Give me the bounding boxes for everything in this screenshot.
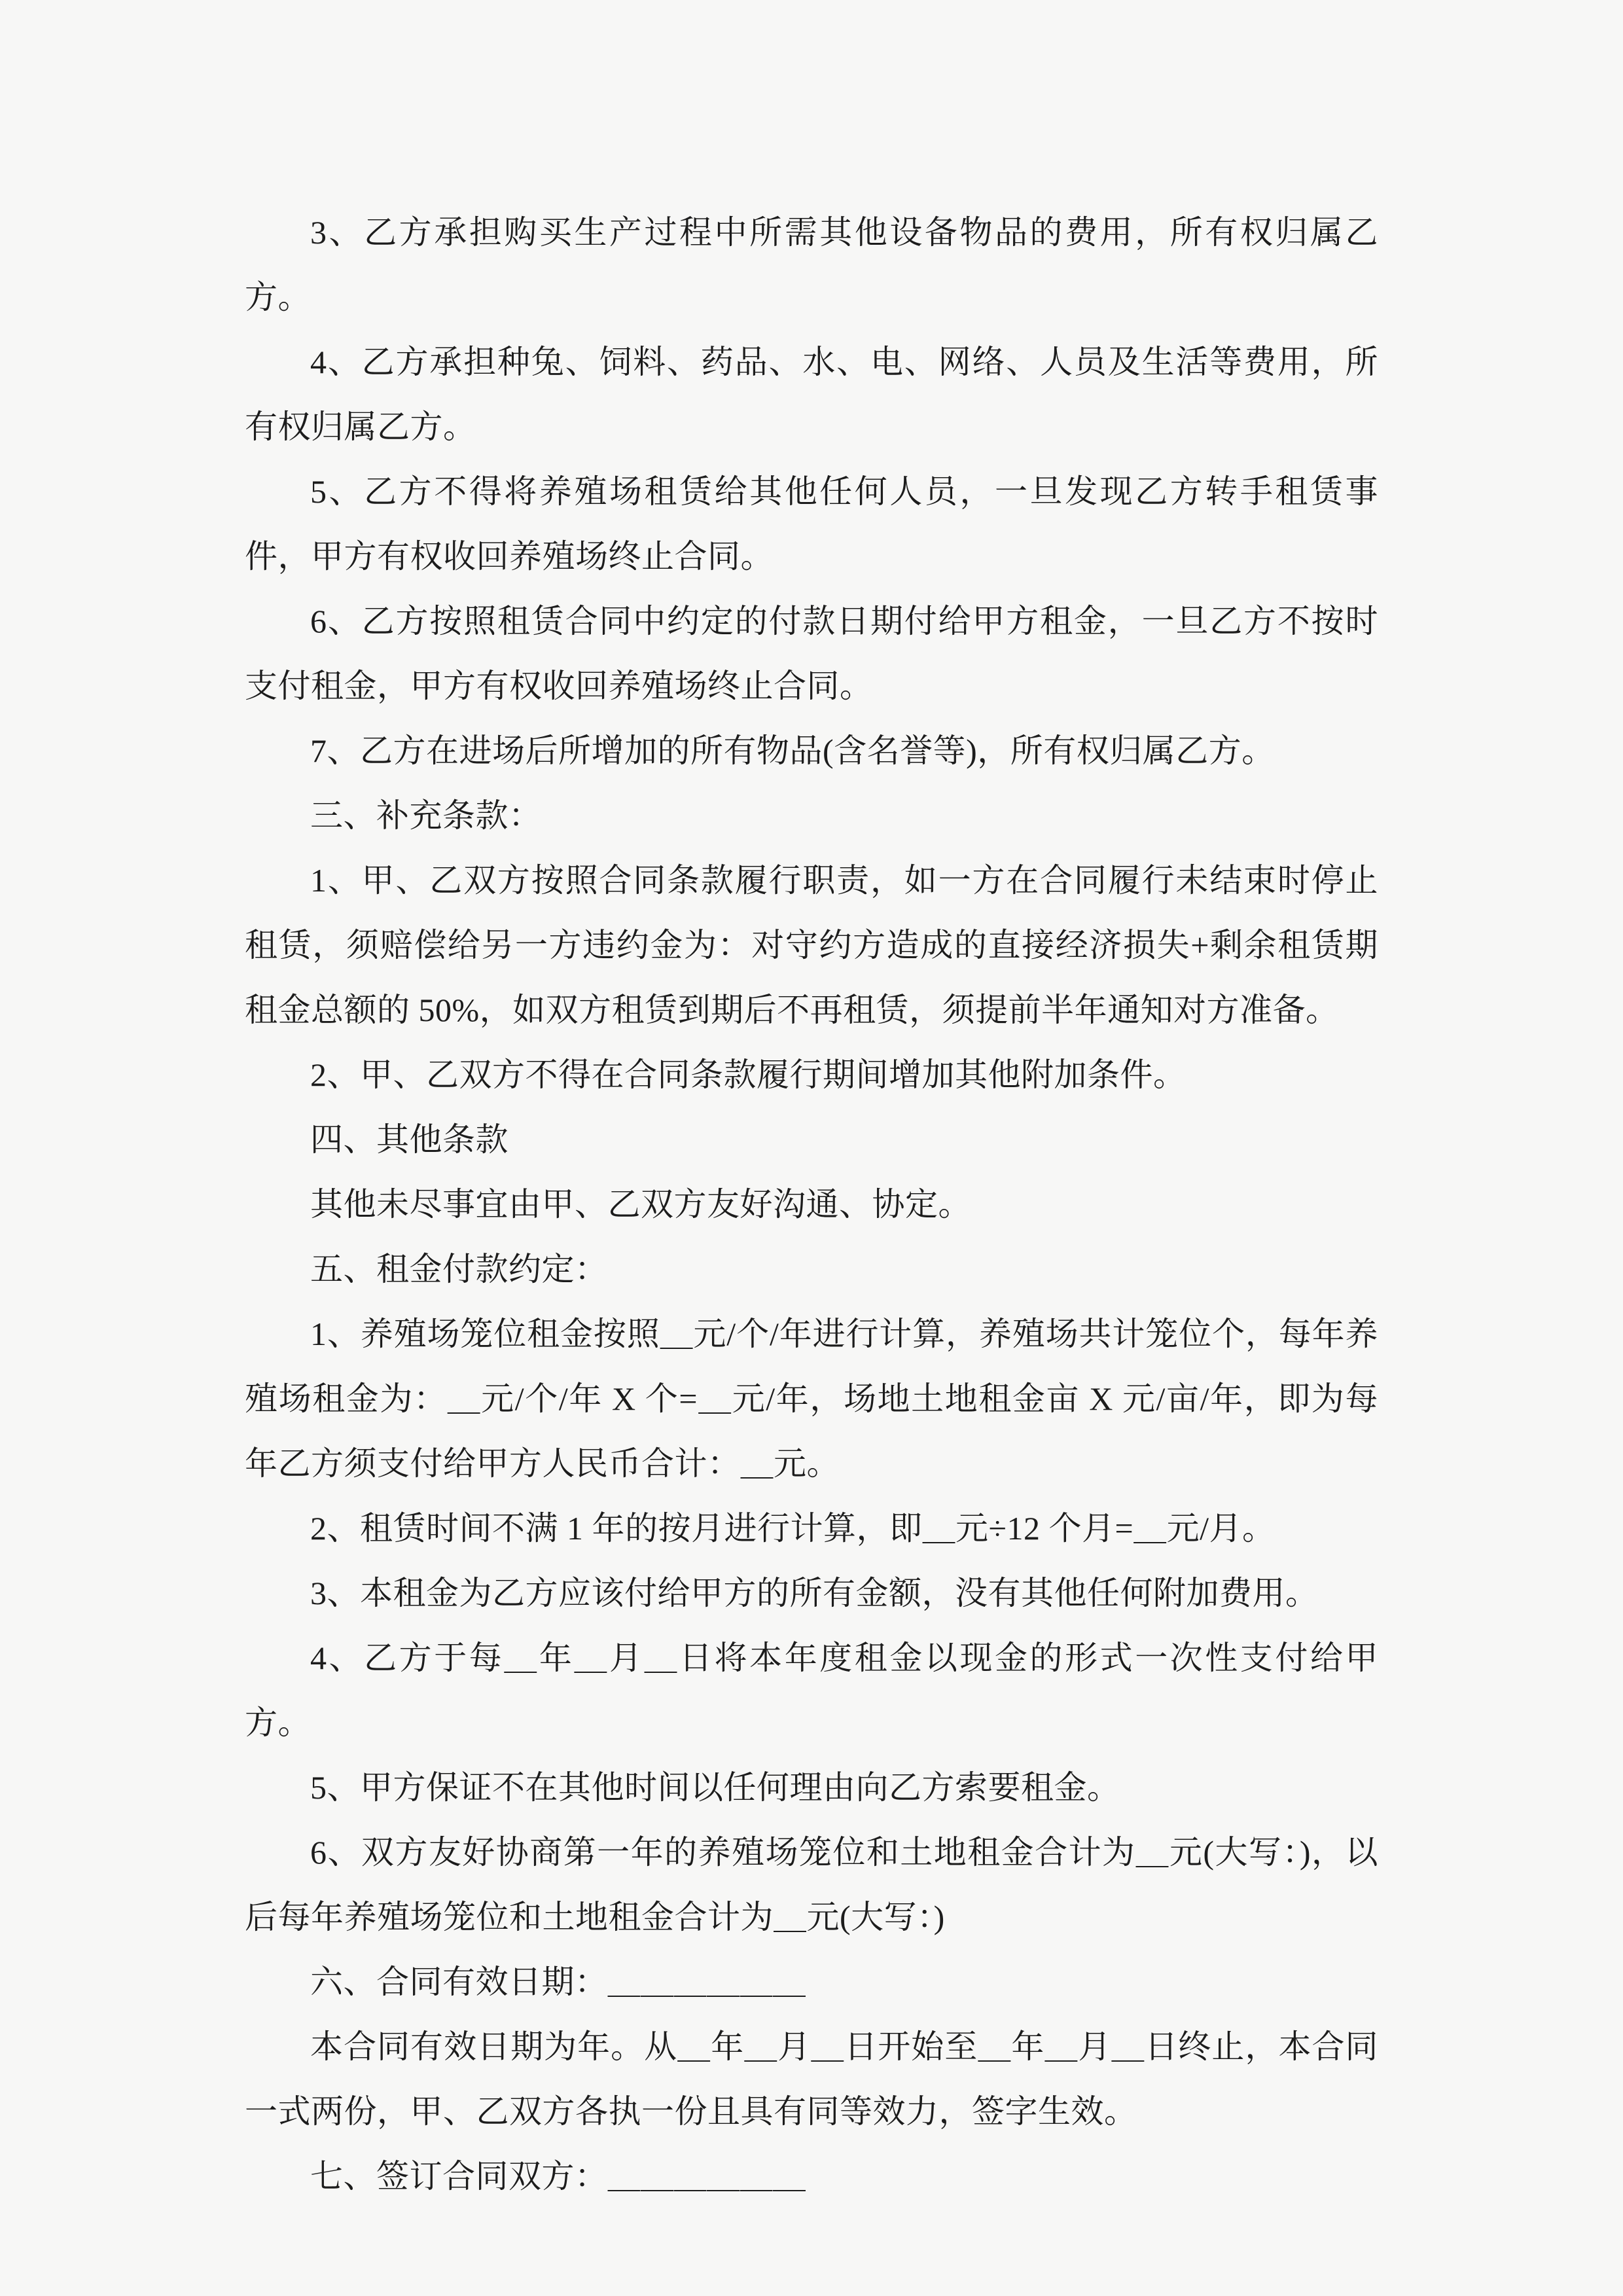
contract-clause: 4、乙方于每＿年＿月＿日将本年度租金以现金的形式一次性支付给甲方。 [245,1640,1378,1741]
section-heading: 七、签订合同双方：＿＿＿＿＿＿ [310,2158,806,2195]
contract-clause: 3、乙方承担购买生产过程中所需其他设备物品的费用，所有权归属乙方。 [245,214,1378,315]
contract-text: 其他未尽事宜由甲、乙双方友好沟通、协定。 [310,1186,971,1223]
section-heading: 三、补充条款： [310,797,542,834]
section-heading: 五、租金付款约定： [310,1251,608,1287]
contract-clause: 1、养殖场笼位租金按照＿元/个/年进行计算，养殖场共计笼位个，每年养殖场租金为：＿元/个/年 X 个=＿元/年，场地土地租金亩 X 元/亩/年，即为每年乙方须支付给甲方人民币合计：＿元。 [245,1316,1378,1482]
contract-clause: 6、乙方按照租赁合同中约定的付款日期付给甲方租金，一旦乙方不按时支付租金，甲方有权收回养殖场终止合同。 [245,603,1378,704]
section-heading: 四、其他条款 [310,1121,508,1158]
contract-clause: 2、租赁时间不满 1 年的按月进行计算，即＿元÷12 个月=＿元/月。 [310,1510,1275,1547]
section-heading: 六、合同有效日期：＿＿＿＿＿＿ [310,1964,806,2000]
contract-clause: 1、甲、乙双方按照合同条款履行职责，如一方在合同履行未结束时停止租赁，须赔偿给另一方违约金为：对守约方造成的直接经济损失+剩余租赁期租金总额的 50%，如双方租赁到期后不再租赁，须提前半年通知对方准备。 [245,862,1378,1028]
contract-clause: 7、乙方在进场后所增加的所有物品(含名誉等)，所有权归属乙方。 [310,732,1275,769]
contract-clause: 6、双方友好协商第一年的养殖场笼位和土地租金合计为＿元(大写：)，以后每年养殖场笼位和土地租金合计为＿元(大写：) [245,1834,1378,1935]
contract-text: 本合同有效日期为年。从＿年＿月＿日开始至＿年＿月＿日终止，本合同一式两份，甲、乙双方各执一份且具有同等效力，签字生效。 [245,2028,1378,2130]
contract-clause: 5、甲方保证不在其他时间以任何理由向乙方索要租金。 [310,1769,1120,1806]
contract-clause: 3、本租金为乙方应该付给甲方的所有金额，没有其他任何附加费用。 [310,1575,1319,1611]
contract-document [245,200,1378,2209]
contract-clause: 2、甲、乙双方不得在合同条款履行期间增加其他附加条件。 [310,1056,1186,1093]
contract-clause: 4、乙方承担种兔、饲料、药品、水、电、网络、人员及生活等费用，所有权归属乙方。 [245,344,1378,445]
contract-clause: 5、乙方不得将养殖场租赁给其他任何人员，一旦发现乙方转手租赁事件，甲方有权收回养殖场终止合同。 [245,473,1378,575]
